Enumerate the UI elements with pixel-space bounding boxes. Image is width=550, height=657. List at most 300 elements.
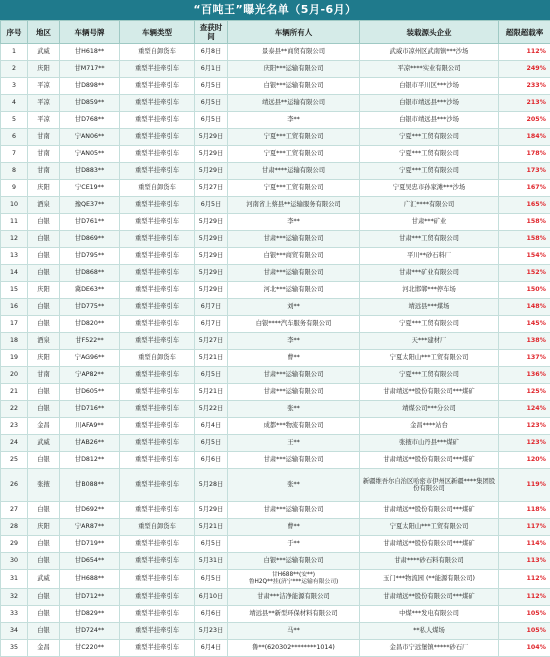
cell-plate: 宁AP82**: [60, 367, 120, 384]
cell-plate: 甘D859**: [60, 95, 120, 112]
cell-rate: 124%: [499, 401, 550, 418]
cell-plate: 甘D605**: [60, 384, 120, 401]
cell-rate: 123%: [499, 435, 550, 452]
cell-no: 29: [1, 536, 28, 553]
cell-owner: 甘肃***运输有限公司: [228, 265, 360, 282]
cell-area: 庆阳: [28, 282, 60, 299]
col-header-plate: 车辆号牌: [60, 21, 120, 44]
cell-rate: 184%: [499, 129, 550, 146]
cell-owner: 景泰县**商贸有限公司: [228, 44, 360, 61]
cell-area: 白银: [28, 589, 60, 606]
cell-source: 广汇****有限公司: [360, 197, 499, 214]
cell-area: 白银: [28, 231, 60, 248]
cell-owner: 李**: [228, 112, 360, 129]
cell-source: 宁夏***工贸有限公司: [360, 316, 499, 333]
cell-date: 5月29日: [195, 129, 228, 146]
cell-no: 19: [1, 350, 28, 367]
cell-rate: 145%: [499, 316, 550, 333]
cell-source: 甘肃靖远**股份有限公司***煤矿: [360, 452, 499, 469]
cell-area: 武威: [28, 570, 60, 589]
table-row: [1, 163, 550, 180]
cell-rate: 158%: [499, 231, 550, 248]
cell-type: 重型半挂牵引车: [120, 299, 195, 316]
cell-rate: 104%: [499, 640, 550, 657]
cell-rate: 112%: [499, 44, 550, 61]
cell-plate: 冀DE63**: [60, 282, 120, 299]
cell-date: 5月29日: [195, 248, 228, 265]
cell-no: 35: [1, 640, 28, 657]
cell-plate: 甘D868**: [60, 265, 120, 282]
cell-area: 白银: [28, 265, 60, 282]
cell-source: 甘肃靖远**股份有限公司***煤矿: [360, 384, 499, 401]
table-row: [1, 95, 550, 112]
table-row: [1, 78, 550, 95]
cell-date: 6月5日: [195, 78, 228, 95]
cell-date: 6月5日: [195, 536, 228, 553]
cell-source: 白银市靖远县***沙场: [360, 112, 499, 129]
cell-plate: 甘D898**: [60, 78, 120, 95]
cell-plate: 甘D716**: [60, 401, 120, 418]
cell-plate: 甘H688**: [60, 570, 120, 589]
cell-no: 23: [1, 418, 28, 435]
cell-source: 金昌****站台: [360, 418, 499, 435]
cell-rate: 233%: [499, 78, 550, 95]
cell-type: 重型半挂牵引车: [120, 401, 195, 418]
cell-plate: 甘C220**: [60, 640, 120, 657]
cell-date: 5月29日: [195, 282, 228, 299]
cell-area: 金昌: [28, 418, 60, 435]
cell-plate: 甘AB26**: [60, 435, 120, 452]
cell-rate: 154%: [499, 248, 550, 265]
cell-owner: 甘肃***运输有限公司: [228, 384, 360, 401]
cell-rate: 138%: [499, 333, 550, 350]
cell-no: 30: [1, 553, 28, 570]
exposure-table: [0, 20, 550, 657]
cell-plate: 甘B088**: [60, 469, 120, 502]
cell-type: 重型半挂牵引车: [120, 112, 195, 129]
cell-owner: 曹**: [228, 519, 360, 536]
cell-no: 17: [1, 316, 28, 333]
cell-date: 5月21日: [195, 519, 228, 536]
cell-plate: 甘D775**: [60, 299, 120, 316]
cell-source: 甘肃***矿业: [360, 214, 499, 231]
cell-no: 5: [1, 112, 28, 129]
table-row: [1, 367, 550, 384]
table-row: [1, 146, 550, 163]
cell-area: 武威: [28, 435, 60, 452]
cell-plate: 宁AR87**: [60, 519, 120, 536]
cell-owner: 甘肃***运输有限公司: [228, 231, 360, 248]
cell-type: 重型自卸货车: [120, 44, 195, 61]
cell-date: 6月8日: [195, 44, 228, 61]
cell-rate: 213%: [499, 95, 550, 112]
cell-owner: 庆阳***运输有限公司: [228, 61, 360, 78]
cell-area: 白银: [28, 452, 60, 469]
cell-owner: 白银***运输有限公司: [228, 553, 360, 570]
cell-area: 武威: [28, 44, 60, 61]
cell-type: 重型半挂牵引车: [120, 231, 195, 248]
cell-date: 6月5日: [195, 112, 228, 129]
table-row: [1, 44, 550, 61]
cell-plate: 甘D829**: [60, 606, 120, 623]
cell-rate: 120%: [499, 452, 550, 469]
cell-source: 中煤***发电有限公司: [360, 606, 499, 623]
cell-date: 5月27日: [195, 333, 228, 350]
cell-owner: 李**: [228, 214, 360, 231]
cell-rate: 167%: [499, 180, 550, 197]
cell-date: 5月21日: [195, 350, 228, 367]
cell-plate: 宁AG96**: [60, 350, 120, 367]
cell-type: 重型半挂牵引车: [120, 589, 195, 606]
cell-area: 白银: [28, 553, 60, 570]
cell-owner: 靖远县**运输有限公司: [228, 95, 360, 112]
cell-source: 甘肃靖远**股份有限公司***煤矿: [360, 589, 499, 606]
cell-area: 白银: [28, 214, 60, 231]
cell-type: 重型半挂牵引车: [120, 640, 195, 657]
table-row: [1, 350, 550, 367]
cell-area: 庆阳: [28, 180, 60, 197]
table-row: [1, 570, 550, 589]
cell-type: 重型半挂牵引车: [120, 384, 195, 401]
cell-owner: 白银****汽车服务有限公司: [228, 316, 360, 333]
cell-date: 5月23日: [195, 623, 228, 640]
cell-rate: 119%: [499, 469, 550, 502]
cell-source: 宁夏太阳山***工贸有限公司: [360, 519, 499, 536]
cell-date: 6月5日: [195, 367, 228, 384]
cell-source: 宁夏***工贸有限公司: [360, 367, 499, 384]
cell-owner: 河北***运输有限公司: [228, 282, 360, 299]
cell-owner: 李**: [228, 333, 360, 350]
cell-area: 金昌: [28, 640, 60, 657]
cell-type: 重型半挂牵引车: [120, 129, 195, 146]
cell-source: 白银市靖远县***沙场: [360, 95, 499, 112]
cell-type: 重型半挂牵引车: [120, 265, 195, 282]
cell-owner: 马**: [228, 623, 360, 640]
cell-rate: 112%: [499, 570, 550, 589]
cell-no: 15: [1, 282, 28, 299]
cell-no: 12: [1, 231, 28, 248]
cell-rate: 150%: [499, 282, 550, 299]
cell-date: 5月29日: [195, 231, 228, 248]
table-row: [1, 129, 550, 146]
cell-date: 6月5日: [195, 95, 228, 112]
cell-owner: 鲁**(620302********1014): [228, 640, 360, 657]
table-row: [1, 553, 550, 570]
cell-source: 宁夏吴忠市孙家滩***沙场: [360, 180, 499, 197]
cell-no: 3: [1, 78, 28, 95]
table-row: [1, 469, 550, 502]
cell-area: 平凉: [28, 78, 60, 95]
cell-type: 重型半挂牵引车: [120, 435, 195, 452]
cell-rate: 249%: [499, 61, 550, 78]
cell-plate: 甘D761**: [60, 214, 120, 231]
cell-type: 重型半挂牵引车: [120, 197, 195, 214]
cell-rate: 165%: [499, 197, 550, 214]
cell-plate: 甘F522**: [60, 333, 120, 350]
col-header-owner: 车辆所有人: [228, 21, 360, 44]
cell-area: 白银: [28, 401, 60, 418]
cell-owner: 甘肃***运输有限公司: [228, 452, 360, 469]
cell-owner: 张**: [228, 469, 360, 502]
cell-source: 靖煤公司***分公司: [360, 401, 499, 418]
cell-area: 庆阳: [28, 519, 60, 536]
table-row: [1, 623, 550, 640]
cell-source: 河北邯郸***停车场: [360, 282, 499, 299]
cell-area: 庆阳: [28, 61, 60, 78]
table-header-row: [1, 21, 550, 44]
table-row: [1, 180, 550, 197]
cell-area: 白银: [28, 299, 60, 316]
cell-date: 6月5日: [195, 197, 228, 214]
cell-source: 甘肃靖远**股份有限公司***煤矿: [360, 502, 499, 519]
cell-date: 5月29日: [195, 502, 228, 519]
cell-source: 白银市平川区***沙场: [360, 78, 499, 95]
table-row: [1, 536, 550, 553]
cell-area: 白银: [28, 248, 60, 265]
cell-area: 张掖: [28, 469, 60, 502]
cell-area: 白银: [28, 536, 60, 553]
cell-rate: 178%: [499, 146, 550, 163]
cell-no: 24: [1, 435, 28, 452]
cell-rate: 117%: [499, 519, 550, 536]
cell-plate: 甘H618**: [60, 44, 120, 61]
cell-no: 11: [1, 214, 28, 231]
cell-type: 重型自卸货车: [120, 350, 195, 367]
cell-source: **私人煤场: [360, 623, 499, 640]
table-row: [1, 214, 550, 231]
cell-no: 20: [1, 367, 28, 384]
cell-date: 5月27日: [195, 180, 228, 197]
cell-date: 5月29日: [195, 214, 228, 231]
table-row: [1, 640, 550, 657]
cell-plate: 甘D724**: [60, 623, 120, 640]
cell-date: 5月31日: [195, 553, 228, 570]
cell-type: 重型半挂牵引车: [120, 553, 195, 570]
cell-plate: 川AFA9**: [60, 418, 120, 435]
cell-plate: 甘D883**: [60, 163, 120, 180]
cell-plate: 甘M717**: [60, 61, 120, 78]
cell-no: 13: [1, 248, 28, 265]
cell-no: 27: [1, 502, 28, 519]
cell-area: 庆阳: [28, 350, 60, 367]
cell-owner: 张**: [228, 401, 360, 418]
cell-area: 白银: [28, 316, 60, 333]
table-row: [1, 61, 550, 78]
cell-area: 酒泉: [28, 197, 60, 214]
table-row: [1, 589, 550, 606]
cell-no: 18: [1, 333, 28, 350]
cell-rate: 205%: [499, 112, 550, 129]
cell-area: 甘南: [28, 367, 60, 384]
cell-source: 宁夏太阳山***工贸有限公司: [360, 350, 499, 367]
cell-plate: 豫QE37**: [60, 197, 120, 214]
cell-source: 平川**砂石料厂: [360, 248, 499, 265]
cell-owner: 刘**: [228, 299, 360, 316]
cell-plate: 甘D712**: [60, 589, 120, 606]
cell-date: 5月29日: [195, 146, 228, 163]
cell-date: 6月1日: [195, 61, 228, 78]
cell-rate: 118%: [499, 502, 550, 519]
cell-source: 金昌市宁远堡镇*****砂石厂: [360, 640, 499, 657]
table-row: [1, 265, 550, 282]
cell-rate: 173%: [499, 163, 550, 180]
cell-area: 平凉: [28, 95, 60, 112]
cell-date: 6月6日: [195, 606, 228, 623]
table-row: [1, 519, 550, 536]
cell-type: 重型半挂牵引车: [120, 606, 195, 623]
cell-date: 6月5日: [195, 435, 228, 452]
table-row: [1, 316, 550, 333]
table-row: [1, 606, 550, 623]
cell-rate: 105%: [499, 606, 550, 623]
table-row: [1, 401, 550, 418]
cell-owner: 甘肃***运输有限公司: [228, 367, 360, 384]
cell-no: 28: [1, 519, 28, 536]
col-header-rate: 超限超载率: [499, 21, 550, 44]
cell-area: 白银: [28, 606, 60, 623]
cell-rate: 114%: [499, 536, 550, 553]
cell-source: 宁夏***工贸有限公司: [360, 129, 499, 146]
table-row: [1, 112, 550, 129]
cell-rate: 136%: [499, 367, 550, 384]
cell-type: 重型半挂牵引车: [120, 61, 195, 78]
cell-source: 甘肃***工贸有限公司: [360, 231, 499, 248]
cell-no: 21: [1, 384, 28, 401]
cell-type: 重型半挂牵引车: [120, 418, 195, 435]
cell-type: 重型半挂牵引车: [120, 536, 195, 553]
cell-owner: 甘肃***洁净能源有限公司: [228, 589, 360, 606]
cell-source: 新疆维吾尔自治区哈密市伊州区新疆****集团股份有限公司: [360, 469, 499, 502]
cell-no: 16: [1, 299, 28, 316]
cell-no: 25: [1, 452, 28, 469]
cell-no: 2: [1, 61, 28, 78]
cell-date: 6月5日: [195, 570, 228, 589]
cell-no: 33: [1, 606, 28, 623]
cell-plate: 甘D820**: [60, 316, 120, 333]
cell-owner: 宁夏***工贸有限公司: [228, 129, 360, 146]
cell-date: 6月4日: [195, 418, 228, 435]
cell-owner: 靖远县**新型环保材料有限公司: [228, 606, 360, 623]
cell-owner: 宁夏***工贸有限公司: [228, 146, 360, 163]
cell-type: 重型半挂牵引车: [120, 214, 195, 231]
cell-source: 甘肃靖远**股份有限公司***煤矿: [360, 536, 499, 553]
cell-plate: 甘D795**: [60, 248, 120, 265]
cell-type: 重型半挂牵引车: [120, 146, 195, 163]
cell-no: 4: [1, 95, 28, 112]
cell-plate: 宁CE19**: [60, 180, 120, 197]
cell-type: 重型半挂牵引车: [120, 78, 195, 95]
cell-source: 甘肃****砂石料有限公司: [360, 553, 499, 570]
cell-no: 32: [1, 589, 28, 606]
cell-plate: 甘D768**: [60, 112, 120, 129]
cell-date: 6月7日: [195, 299, 228, 316]
cell-source: 天***建材厂: [360, 333, 499, 350]
cell-rate: 148%: [499, 299, 550, 316]
cell-plate: 宁AN05**: [60, 146, 120, 163]
cell-owner: 成都***物流有限公司: [228, 418, 360, 435]
cell-no: 1: [1, 44, 28, 61]
cell-type: 重型半挂牵引车: [120, 316, 195, 333]
cell-no: 8: [1, 163, 28, 180]
cell-plate: 甘D719**: [60, 536, 120, 553]
table-row: [1, 299, 550, 316]
col-header-area: 地区: [28, 21, 60, 44]
cell-source: 平凉****实业有限公司: [360, 61, 499, 78]
cell-rate: 158%: [499, 214, 550, 231]
cell-plate: 甘D812**: [60, 452, 120, 469]
cell-owner: 白银***商贸有限公司: [228, 248, 360, 265]
cell-area: 平凉: [28, 112, 60, 129]
cell-area: 甘南: [28, 163, 60, 180]
cell-rate: 112%: [499, 589, 550, 606]
cell-plate: 甘D692**: [60, 502, 120, 519]
cell-source: 宁夏***工贸有限公司: [360, 163, 499, 180]
cell-no: 31: [1, 570, 28, 589]
cell-owner: 河南省上蔡县**运输服务有限公司: [228, 197, 360, 214]
cell-rate: 113%: [499, 553, 550, 570]
cell-no: 7: [1, 146, 28, 163]
cell-source: 宁夏***工贸有限公司: [360, 146, 499, 163]
cell-plate: 甘D654**: [60, 553, 120, 570]
cell-type: 重型半挂牵引车: [120, 469, 195, 502]
cell-date: 5月21日: [195, 384, 228, 401]
cell-type: 重型半挂牵引车: [120, 163, 195, 180]
col-header-source: 装载源头企业: [360, 21, 499, 44]
cell-no: 34: [1, 623, 28, 640]
cell-rate: 125%: [499, 384, 550, 401]
cell-no: 6: [1, 129, 28, 146]
cell-source: 靖远县***煤场: [360, 299, 499, 316]
cell-source: 武威市凉州区武南镇***沙场: [360, 44, 499, 61]
cell-rate: 137%: [499, 350, 550, 367]
cell-date: 5月29日: [195, 265, 228, 282]
cell-date: 6月10日: [195, 589, 228, 606]
cell-area: 白银: [28, 502, 60, 519]
cell-date: 6月4日: [195, 640, 228, 657]
cell-owner: 曹**: [228, 350, 360, 367]
page-title: “百吨王”曝光名单（5月-6月）: [0, 0, 550, 20]
table-row: [1, 231, 550, 248]
cell-source: 张掖市山丹县***煤矿: [360, 435, 499, 452]
table-row: [1, 282, 550, 299]
cell-type: 重型半挂牵引车: [120, 248, 195, 265]
col-header-type: 车辆类型: [120, 21, 195, 44]
cell-no: 9: [1, 180, 28, 197]
cell-owner: 甘H688**(安**) 鲁H2Q**挂(济宁***运输有限公司): [228, 570, 360, 589]
cell-plate: 宁AN06**: [60, 129, 120, 146]
cell-type: 重型半挂牵引车: [120, 570, 195, 589]
cell-owner: 宁夏***工贸有限公司: [228, 180, 360, 197]
cell-owner: 于**: [228, 536, 360, 553]
table-row: [1, 197, 550, 214]
cell-type: 重型半挂牵引车: [120, 95, 195, 112]
cell-rate: 152%: [499, 265, 550, 282]
cell-owner: 王**: [228, 435, 360, 452]
table-row: [1, 435, 550, 452]
cell-date: 5月28日: [195, 469, 228, 502]
cell-area: 白银: [28, 384, 60, 401]
cell-type: 重型半挂牵引车: [120, 452, 195, 469]
cell-type: 重型半挂牵引车: [120, 623, 195, 640]
cell-type: 重型自卸货车: [120, 519, 195, 536]
col-header-no: 序号: [1, 21, 28, 44]
cell-no: 22: [1, 401, 28, 418]
table-row: [1, 248, 550, 265]
cell-area: 白银: [28, 623, 60, 640]
cell-type: 重型半挂牵引车: [120, 502, 195, 519]
table-row: [1, 452, 550, 469]
cell-area: 甘南: [28, 146, 60, 163]
